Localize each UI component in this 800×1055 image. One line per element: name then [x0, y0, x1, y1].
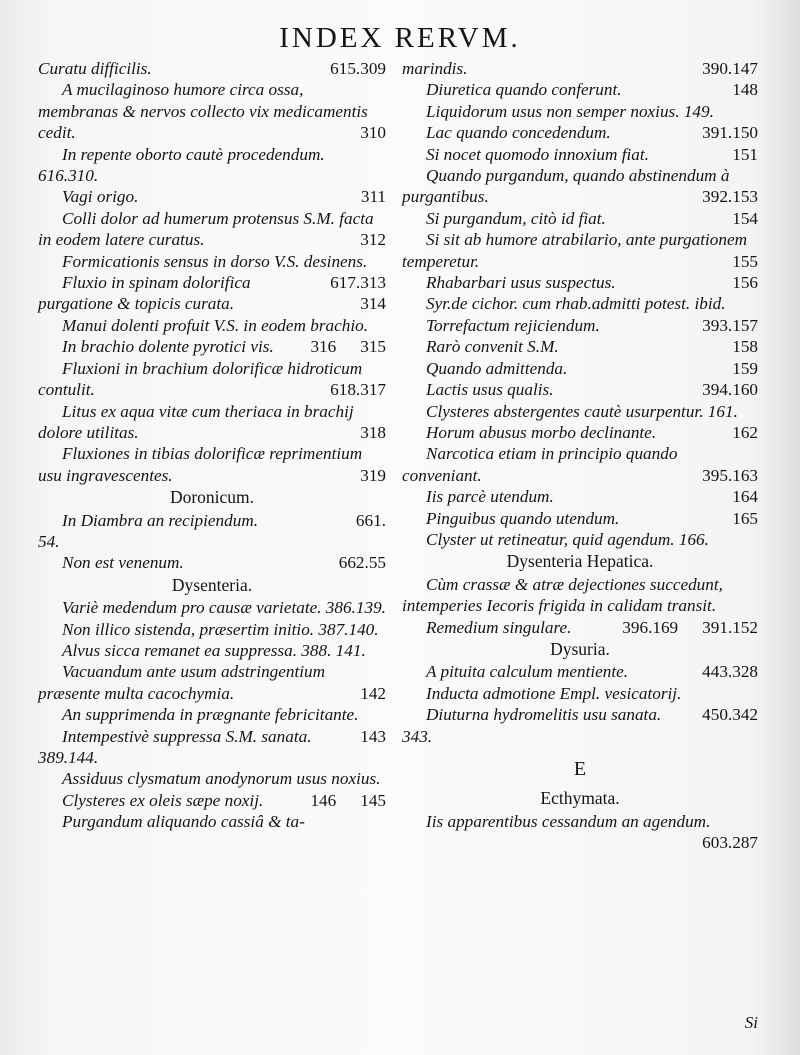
- entry-text: In brachio dolente pyrotici vis.: [62, 337, 274, 357]
- index-entry: [38, 251, 386, 293]
- page-reference: 162: [732, 422, 758, 442]
- entry-text: Rhabarbari usus suspectus.: [426, 273, 616, 293]
- page-reference: 154: [732, 208, 758, 228]
- page-reference: 391.150: [702, 123, 758, 143]
- page-reference: 155: [732, 251, 758, 271]
- page-reference: 618.317: [330, 380, 386, 400]
- page-reference: 315: [360, 337, 386, 357]
- entry-text: Manui dolenti profuit V.S. in eodem brachio.: [62, 315, 369, 335]
- page-reference: 450.342: [702, 705, 758, 725]
- entry-text: Remedium singulare.: [426, 617, 572, 637]
- index-entry: [402, 443, 758, 486]
- page-reference: 662.55: [338, 553, 386, 573]
- entry-text: Pinguibus quando utendum.: [426, 508, 620, 528]
- entry-text: In Diambra an recipiendum.: [62, 510, 259, 530]
- page-reference: 164: [732, 487, 758, 507]
- entry-text: Intempestivè suppressa S.M. sanata. 389.144.: [38, 726, 312, 767]
- entry-text: Lac quando concedendum.: [426, 123, 611, 143]
- left-index-column: [38, 58, 386, 833]
- entry-text: Assiduus clysmatum anodynorum usus noxius.: [62, 769, 381, 789]
- page-reference: 312: [360, 230, 386, 250]
- index-entry: [402, 315, 758, 336]
- entry-text: Formicationis sensus in dorso V.S. desinens.: [62, 251, 368, 271]
- index-entry: [402, 229, 758, 272]
- entry-text: Non illico sistenda, præsertim initio. 387.140.: [62, 619, 379, 639]
- entry-text: Purgandum aliquando cassiâ & ta-: [62, 812, 305, 832]
- entry-text: Lactis usus qualis.: [426, 380, 554, 400]
- page-reference: 318: [360, 422, 386, 442]
- page-reference: 148: [732, 80, 758, 100]
- section-heading: Doronicum.: [169, 487, 255, 508]
- entry-text: Iis apparentibus cessandum an agendum.: [426, 811, 711, 831]
- index-entry: [38, 661, 386, 704]
- entry-text: Clyster ut retineatur, quid agendum. 166.: [426, 529, 709, 549]
- page-reference: 615.309: [330, 59, 386, 78]
- catchword: Si: [744, 1013, 758, 1032]
- index-entry: [38, 597, 386, 618]
- page-reference: 151: [732, 144, 758, 164]
- index-entry: [38, 401, 386, 444]
- entry-text: Clysteres abstergentes cautè usurpentur. 161.: [426, 401, 738, 421]
- index-entry: [402, 529, 758, 550]
- entry-text: Fluxio in spinam dolorifica purgatione & topicis curata.: [38, 273, 251, 314]
- page-reference: 392.153: [702, 187, 758, 207]
- entry-text: Quando admittenda.: [426, 358, 568, 378]
- entry-text: Diuretica quando conferunt.: [426, 80, 622, 100]
- entry-text: Non est venenum.: [62, 553, 184, 573]
- index-entry: [38, 726, 386, 769]
- entry-text: Curatu difficilis.: [38, 59, 152, 78]
- page-reference: 142: [360, 683, 386, 703]
- index-entry: [402, 811, 758, 853]
- page-reference: 316: [310, 337, 337, 357]
- page-title: INDEX RERVM.: [279, 22, 521, 54]
- index-entry: [402, 58, 758, 79]
- entry-text: Horum abusus morbo declinante.: [426, 422, 657, 442]
- index-entry: [38, 336, 386, 357]
- index-entry: [38, 552, 386, 573]
- entry-text: Colli dolor ad humerum protensus S.M. facta in eodem latere curatus.: [38, 208, 374, 250]
- page-reference: 661.: [355, 510, 386, 530]
- index-entry: [402, 208, 758, 229]
- entry-text: Vagi origo.: [62, 187, 139, 207]
- index-entry: [402, 336, 758, 357]
- entry-text: Rarò convenit S.M.: [426, 337, 559, 357]
- index-entry: [38, 619, 386, 640]
- index-entry: [402, 79, 758, 100]
- entry-text: 54.: [38, 531, 60, 551]
- page-reference: 156: [732, 273, 758, 293]
- entry-text: Inducta admotione Empl. vesicatorij.: [426, 683, 682, 703]
- section-heading: Dysuria.: [550, 638, 610, 659]
- page-reference: 314: [360, 294, 386, 314]
- index-entry: [38, 704, 386, 746]
- page-reference: 394.160: [702, 380, 758, 400]
- section-heading: Ecthymata.: [540, 788, 620, 809]
- page-reference: 390.147: [702, 59, 758, 78]
- index-entry: [38, 640, 386, 661]
- page-reference: 310: [360, 123, 386, 143]
- entry-text: Alvus sicca remanet ea suppressa. 388. 141.: [62, 640, 366, 660]
- entry-text: marindis.: [402, 59, 468, 78]
- entry-text: Quando purgandum, quando abstinendum à purgantibus.: [402, 166, 730, 207]
- page-reference: 617.313: [330, 273, 386, 293]
- page-reference: 443.328: [702, 662, 758, 682]
- entry-text: An supprimenda in prægnante febricitante.: [62, 705, 359, 725]
- section-letter: E: [573, 758, 587, 780]
- entry-text: Fluxioni in brachium dolorificæ hidroticum contulit.: [38, 358, 363, 400]
- index-entry: [38, 208, 386, 251]
- entry-text: A mucilaginoso humore circa ossa, membranas & nervos collecto vix medicamentis cedit.: [38, 80, 368, 143]
- index-entry: [402, 661, 758, 682]
- index-entry: [38, 358, 386, 401]
- entry-text: Vacuandum ante usum adstringentium præsente multa cacochymia.: [38, 662, 326, 703]
- entry-text: Si sit ab humore atrabilario, ante purgationem temperetur.: [402, 230, 747, 271]
- right-index-column: [402, 58, 758, 854]
- index-entry: [402, 293, 758, 314]
- entry-text: A pituita calculum mentiente.: [426, 662, 629, 682]
- index-entry: [38, 58, 386, 79]
- entry-text: Fluxiones in tibias dolorificæ reprimentium usu ingravescentes.: [38, 444, 363, 485]
- index-entry: [38, 531, 386, 552]
- page-reference: 395.163: [702, 465, 758, 485]
- entry-text: Clysteres ex oleis sæpe noxij.: [62, 790, 264, 810]
- index-entry: [402, 122, 758, 143]
- index-entry: [38, 144, 386, 187]
- page-reference: 159: [732, 358, 758, 378]
- page-reference: 393.157: [702, 315, 758, 335]
- index-entry: [402, 508, 758, 529]
- section-heading: Dysenteria.: [171, 574, 253, 595]
- index-entry: [38, 790, 386, 811]
- index-entry: [402, 401, 758, 422]
- entry-text: Si purgandum, citò id fiat.: [426, 208, 606, 228]
- entry-text: Iis parcè utendum.: [426, 487, 554, 507]
- page-reference: 311: [360, 187, 386, 207]
- page-reference: 158: [732, 337, 758, 357]
- entry-text: Liquidorum usus non semper noxius. 149.: [426, 101, 714, 121]
- section-heading: Dysenteria Hepatica.: [506, 551, 654, 572]
- entry-text: Torrefactum rejiciendum.: [426, 315, 600, 335]
- index-entry: [402, 165, 758, 208]
- page-reference: 165: [732, 508, 758, 528]
- page-reference: 143: [360, 726, 386, 746]
- entry-text: Syr.de cichor. cum rhab.admitti potest. ibid.: [426, 294, 726, 314]
- page-reference: 603.287: [702, 833, 758, 853]
- page-reference: 145: [360, 790, 386, 810]
- index-entry: [38, 510, 386, 531]
- index-entry: [402, 272, 758, 293]
- index-entry: [38, 79, 386, 143]
- index-entry: [402, 144, 758, 165]
- index-entry: [402, 422, 758, 443]
- index-entry: [38, 443, 386, 486]
- index-entry: [402, 379, 758, 400]
- page-reference: 391.152: [702, 617, 758, 637]
- index-entry: [402, 683, 758, 725]
- entry-text: Litus ex aqua vitæ cum theriaca in brachij dolore utilitas.: [38, 401, 354, 442]
- index-entry: [38, 811, 386, 832]
- index-entry: [402, 358, 758, 379]
- index-entry: [402, 486, 758, 507]
- page-reference: 396.169: [622, 617, 679, 637]
- entry-text: Si nocet quomodo innoxium fiat.: [426, 144, 649, 164]
- index-entry: [402, 101, 758, 122]
- entry-text: Diuturna hydromelitis usu sanata. 343.: [402, 705, 662, 746]
- page-reference: 319: [360, 465, 386, 485]
- entry-text: Narcotica etiam in principio quando conveniant.: [402, 444, 678, 485]
- entry-text: Cùm crassæ & atræ dejectiones succedunt, intemperies Iecoris frigida in calidam transit.: [402, 574, 723, 616]
- entry-text: Variè medendum pro causæ varietate. 386.139.: [62, 598, 386, 618]
- index-entry: [38, 186, 386, 207]
- entry-text: In repente oborto cautè procedendum. 616.310.: [38, 144, 325, 186]
- page-reference: 146: [310, 790, 337, 810]
